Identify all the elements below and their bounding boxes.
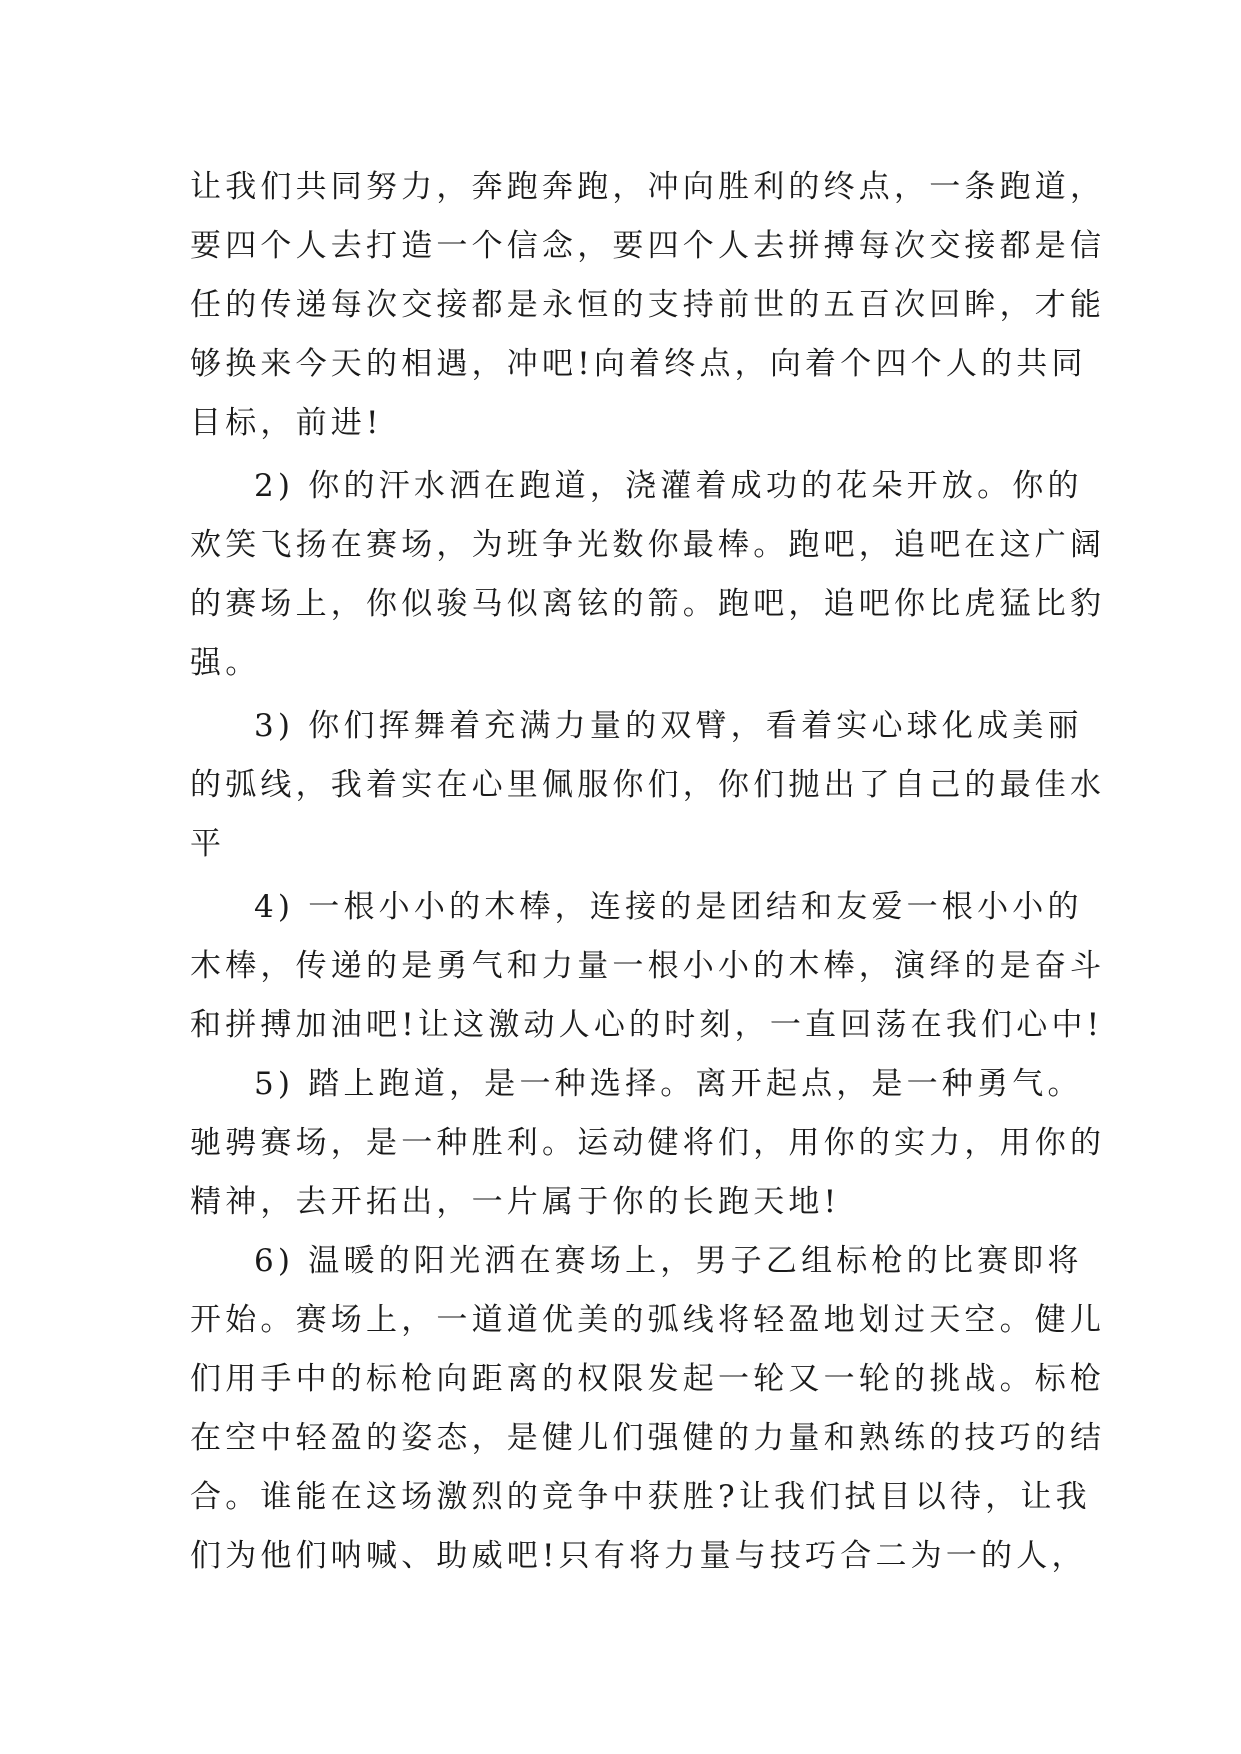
- text-line: 任的传递每次交接都是永恒的支持前世的五百次回眸，才能: [190, 287, 1106, 323]
- text-line: 2) 你的汗水洒在跑道，浇灌着成功的花朵开放。你的: [254, 468, 1083, 504]
- paragraph-item-6: [190, 1232, 1106, 1586]
- text-line: 木棒，传递的是勇气和力量一根小小的木棒，演绎的是奋斗: [190, 948, 1106, 984]
- text-line: 合。谁能在这场激烈的竞争中获胜?让我们拭目以待，让我: [190, 1479, 1091, 1515]
- text-line: 欢笑飞扬在赛场，为班争光数你最棒。跑吧，追吧在这广阔: [190, 527, 1106, 563]
- text-line: 精神，去开拓出，一片属于你的长跑天地!: [190, 1184, 841, 1220]
- text-line: 6) 温暖的阳光洒在赛场上，男子乙组标枪的比赛即将: [254, 1243, 1083, 1279]
- paragraph-item-3: [190, 697, 1106, 874]
- paragraph-relay-intro: [190, 158, 1106, 453]
- text-line: 的弧线，我着实在心里佩服你们，你们抛出了自己的最佳水: [190, 767, 1106, 803]
- text-line: 强。: [190, 645, 261, 681]
- text-line: 驰骋赛场，是一种胜利。运动健将们，用你的实力，用你的: [190, 1125, 1106, 1161]
- text-line: 4) 一根小小的木棒，连接的是团结和友爱一根小小的: [254, 889, 1083, 925]
- document-body: [190, 158, 1106, 1586]
- text-line: 开始。赛场上，一道道优美的弧线将轻盈地划过天空。健儿: [190, 1302, 1106, 1338]
- text-line: 3) 你们挥舞着充满力量的双臂，看着实心球化成美丽: [254, 708, 1083, 744]
- text-line: 在空中轻盈的姿态，是健儿们强健的力量和熟练的技巧的结: [190, 1420, 1106, 1456]
- paragraph-item-2: [190, 457, 1106, 693]
- text-line: 和拼搏加油吧!让这激动人心的时刻，一直回荡在我们心中!: [190, 1007, 1104, 1043]
- text-line: 平: [190, 826, 226, 862]
- text-line: 5) 踏上跑道，是一种选择。离开起点，是一种勇气。: [254, 1066, 1083, 1102]
- paragraph-item-5: [190, 1055, 1106, 1232]
- text-line: 让我们共同努力，奔跑奔跑，冲向胜利的终点，一条跑道，: [190, 169, 1106, 205]
- text-line: 目标，前进!: [190, 405, 383, 441]
- text-line: 够换来今天的相遇，冲吧!向着终点，向着个四个人的共同: [190, 346, 1087, 382]
- text-line: 的赛场上，你似骏马似离铉的箭。跑吧，追吧你比虎猛比豹: [190, 586, 1106, 622]
- paragraph-item-4: [190, 878, 1106, 1055]
- text-line: 们为他们呐喊、助威吧!只有将力量与技巧合二为一的人，: [190, 1538, 1087, 1574]
- text-line: 要四个人去打造一个信念，要四个人去拼搏每次交接都是信: [190, 228, 1106, 264]
- text-line: 们用手中的标枪向距离的权限发起一轮又一轮的挑战。标枪: [190, 1361, 1106, 1397]
